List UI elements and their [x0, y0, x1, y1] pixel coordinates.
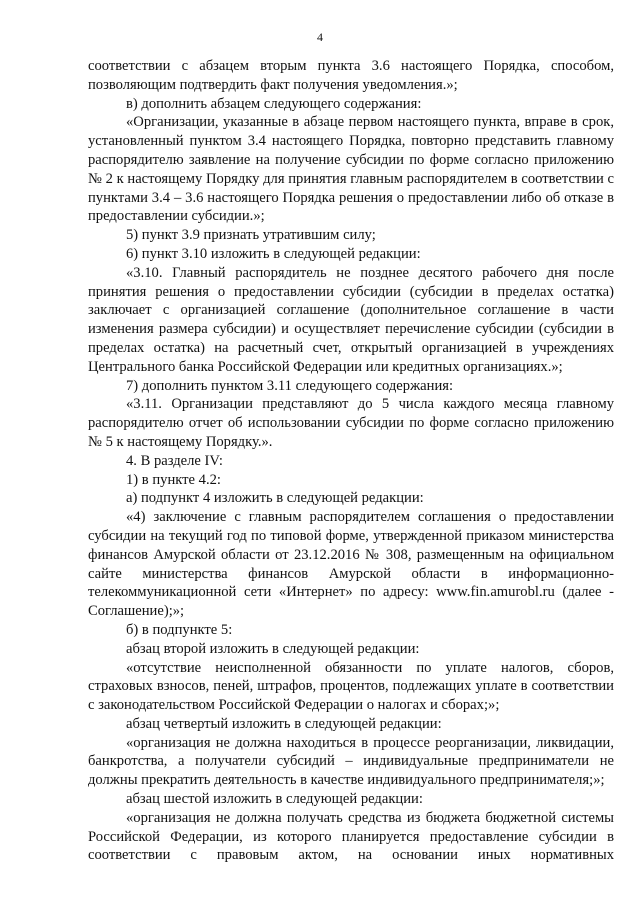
paragraph: 7) дополнить пунктом 3.11 следующего содержания: — [126, 377, 454, 394]
paragraph: соответствии с абзацем вторым пункта 3.6 настоящего Порядка, способом, позволяющим подтвердить факт получения уведомления.»; — [88, 58, 614, 93]
paragraph: 6) пункт 3.10 изложить в следующей редакции: — [126, 245, 421, 262]
paragraph: «3.11. Организации представляют до 5 числа каждого месяца главному распорядителю отчет об использовании субсидии по форме согласно приложению № 5 к настоящему Порядку.». — [88, 396, 614, 450]
paragraph: абзац четвертый изложить в следующей редакции: — [126, 715, 442, 732]
paragraph: «Организации, указанные в абзаце первом настоящего пункта, вправе в срок, установленный пунктом 3.4 настоящего Порядка, повторно представить главному распорядителю заявление на получение субсидии по форме согласно приложению № 2 к настоящему Порядку для принятия главным распорядителем в соответствии с пунктами 3.4 – 3.6 настоящего Порядка решения о предоставлении либо об отказе в предоставлении субсидии.»; — [88, 114, 614, 225]
paragraph: б) в подпункте 5: — [126, 621, 233, 638]
paragraph: «3.10. Главный распорядитель не позднее десятого рабочего дня после принятия решения о предоставлении субсидии (субсидии в пределах остатка) заключает с организацией соглашение (дополнительное соглашение в части изменения размера субсидии) и осуществляет перечисление субсидии (субсидии в пределах остатка) на расчетный счет, открытый организацией в учреждениях Центрального банка Российской Федерации или кредитных организациях.»; — [88, 264, 614, 375]
paragraph: а) подпункт 4 изложить в следующей редакции: — [126, 490, 424, 507]
paragraph: абзац второй изложить в следующей редакции: — [126, 640, 420, 657]
page-number: 4 — [317, 30, 323, 44]
paragraph: «организация не должна получать средства из бюджета бюджетной системы Российской Федерации, из которого планируется предоставление субсидии в соответствии с правовым актом, на основании иных нормативных — [88, 809, 614, 864]
paragraph: «отсутствие неисполненной обязанности по уплате налогов, сборов, страховых взносов, пеней, штрафов, процентов, подлежащих уплате в соответствии с законодательством Российской Федерации о налогах и сборах;»; — [88, 659, 614, 714]
paragraph: абзац шестой изложить в следующей редакции: — [126, 791, 423, 808]
paragraph: 1) в пункте 4.2: — [126, 471, 221, 488]
paragraph: в) дополнить абзацем следующего содержания: — [126, 95, 422, 112]
paragraph: «4) заключение с главным распорядителем соглашения о предоставлении субсидии на текущий год по типовой форме, утвержденной приказом министерства финансов Амурской области от 23.12.2016 № 308, размещенным на официальном сайте министерства финансов Амурской области в информационно-телекоммуникационной сети «Интернет» по адресу: www.fin.amurobl.ru (далее - Соглашение);»; — [88, 509, 614, 620]
paragraph: «организация не должна находиться в процессе реорганизации, ликвидации, банкротства, а получатели субсидий – индивидуальные предприниматели не должны прекратить деятельность в качестве индивидуального предпринимателя;»; — [88, 734, 614, 789]
paragraph: 5) пункт 3.9 признать утратившим силу; — [126, 227, 376, 244]
document-body — [88, 57, 614, 865]
paragraph: 4. В разделе IV: — [126, 452, 223, 469]
